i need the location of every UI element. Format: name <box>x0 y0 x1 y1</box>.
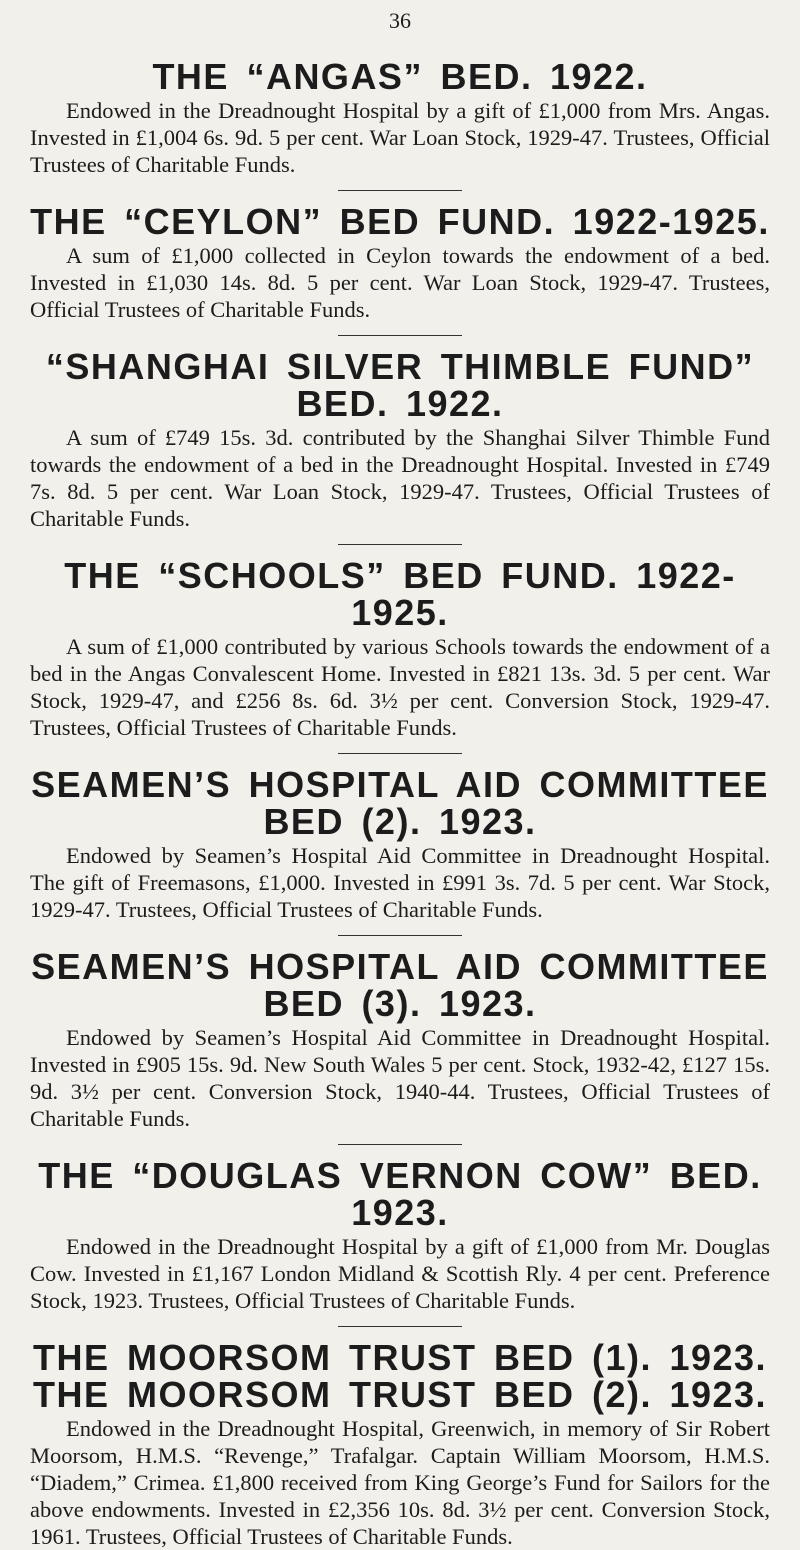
section-divider <box>338 1144 462 1145</box>
entry-moorsom-trust-beds <box>30 1339 770 1550</box>
section-divider <box>338 1326 462 1327</box>
entry-ceylon-bed-fund <box>30 203 770 323</box>
entries-list <box>30 58 770 1550</box>
entry-angas-bed <box>30 58 770 178</box>
entry-heading: THE MOORSOM TRUST BED (1). 1923. THE MOORSOM TRUST BED (2). 1923. <box>32 1337 768 1415</box>
entry-seamens-aid-bed-2 <box>30 766 770 923</box>
entry-heading: THE “DOUGLAS VERNON COW” BED. 1923. <box>38 1155 762 1233</box>
entry-seamens-aid-bed-3 <box>30 948 770 1132</box>
entry-heading: THE “ANGAS” BED. 1922. <box>152 56 648 97</box>
section-divider <box>338 935 462 936</box>
entry-heading: THE “SCHOOLS” BED FUND. 1922-1925. <box>64 555 736 633</box>
section-divider <box>338 190 462 191</box>
entry-heading: SEAMEN’S HOSPITAL AID COMMITTEE BED (3). 1923. <box>31 946 769 1024</box>
entry-heading: SEAMEN’S HOSPITAL AID COMMITTEE BED (2). 1923. <box>31 764 769 842</box>
entry-body: Endowed in the Dreadnought Hospital by a gift of £1,000 from Mrs. Angas. Invested in £1,004 6s. 9d. 5 per cent. War Loan Stock, 1929-47. Trustees, Official Trustees of Charitable Funds. <box>30 98 770 177</box>
entry-body: Endowed in the Dreadnought Hospital by a gift of £1,000 from Mr. Douglas Cow. Invested in £1,167 London Midland & Scottish Rly. 4 per cent. Preference Stock, 1923. Trustees, Official Trustees of Charitable Funds. <box>30 1234 770 1313</box>
entry-schools-bed-fund <box>30 557 770 741</box>
entry-body: Endowed in the Dreadnought Hospital, Greenwich, in memory of Sir Robert Moorsom, H.M.S. “Revenge,” Trafalgar. Captain William Moorsom, H.M.S. “Diadem,” Crimea. £1,800 received from King George’s Fund for Sailors for the above endowments. Invested in £2,356 10s. 8d. 3½ per cent. Conversion Stock, 1961. Trustees, Official Trustees of Charitable Funds. <box>30 1416 770 1549</box>
section-divider <box>338 335 462 336</box>
page-number: 36 <box>389 8 411 33</box>
entry-heading: “SHANGHAI SILVER THIMBLE FUND” BED. 1922. <box>45 346 755 424</box>
entry-body: A sum of £1,000 collected in Ceylon towards the endowment of a bed. Invested in £1,030 14s. 8d. 5 per cent. War Loan Stock, 1929-47. Trustees, Official Trustees of Charitable Funds. <box>30 243 770 322</box>
entry-heading: THE “CEYLON” BED FUND. 1922-1925. <box>30 201 770 242</box>
entry-body: Endowed by Seamen’s Hospital Aid Committee in Dreadnought Hospital. The gift of Freemasons, £1,000. Invested in £991 3s. 7d. 5 per cent. War Stock, 1929-47. Trustees, Official Trustees of Charitable Funds. <box>30 843 770 922</box>
entry-body: A sum of £749 15s. 3d. contributed by the Shanghai Silver Thimble Fund towards the endowment of a bed in the Dreadnought Hospital. Invested in £749 7s. 8d. 5 per cent. War Loan Stock, 1929-47. Trustees, Official Trustees of Charitable Funds. <box>30 425 770 531</box>
entry-body: Endowed by Seamen’s Hospital Aid Committee in Dreadnought Hospital. Invested in £905 15s. 9d. New South Wales 5 per cent. Stock, 1932-42, £127 15s. 9d. 3½ per cent. Conversion Stock, 1940-44. Trustees, Official Trustees of Charitable Funds. <box>30 1025 770 1131</box>
section-divider <box>338 753 462 754</box>
entry-body: A sum of £1,000 contributed by various Schools towards the endowment of a bed in the Angas Convalescent Home. Invested in £821 13s. 3d. 5 per cent. War Stock, 1929-47, and £256 8s. 6d. 3½ per cent. Conversion Stock, 1929-47. Trustees, Official Trustees of Charitable Funds. <box>30 634 770 740</box>
entry-douglas-vernon-cow-bed <box>30 1157 770 1314</box>
entry-shanghai-thimble-bed <box>30 348 770 532</box>
section-divider <box>338 544 462 545</box>
